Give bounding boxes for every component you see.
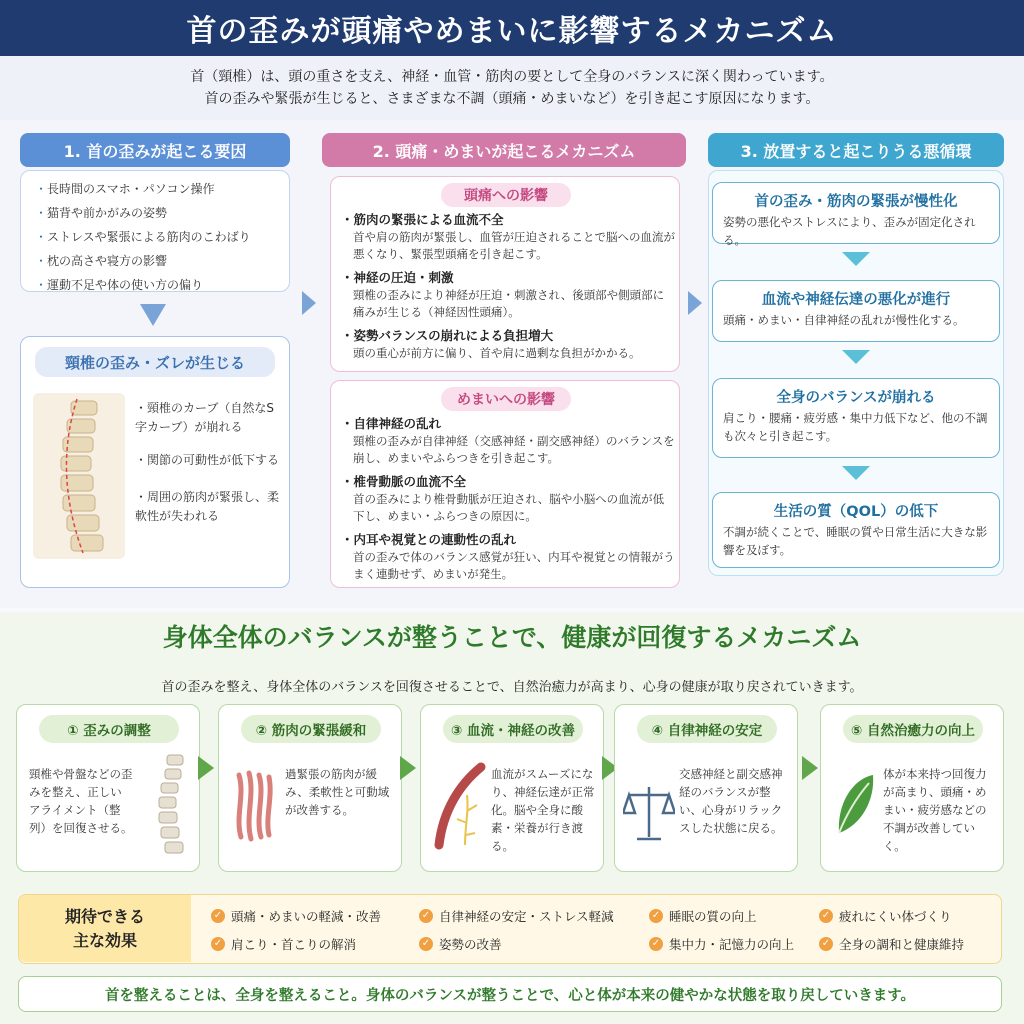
- effect-item: ✓ 集中力・記憶力の向上: [649, 935, 794, 953]
- blood-vessel-icon: [429, 761, 493, 851]
- dizziness-item-desc: 首の歪みで体のバランス感覚が狂い、内耳や視覚との情報がうまく連動せず、めまいが発生。: [353, 550, 675, 581]
- step-desc: 血流がスムーズになり、神経伝達が正常化。脳や全身に酸素・栄養が行き渡る。: [491, 767, 595, 853]
- check-icon: ✓: [819, 937, 833, 951]
- cycle-box-title: 首の歪み・筋肉の緊張が慢性化: [754, 194, 958, 210]
- dizziness-item-desc: 頸椎の歪みが自律神経（交感神経・副交感神経）のバランスを崩し、めまいやふらつきを引き起こす。: [353, 434, 675, 465]
- distortion-effect-item: ・頸椎のカーブ（自然なS字カーブ）が崩れる: [135, 401, 275, 434]
- cycle-box-4: [712, 492, 1000, 568]
- step-title: ③ 血流・神経の改善: [443, 715, 583, 743]
- effect-item: ✓ 疲れにくい体づくり: [819, 907, 952, 925]
- cycle-box-title: 全身のバランスが崩れる: [776, 390, 936, 406]
- cycle-box-2: [712, 280, 1000, 342]
- headache-item-title: ・ 姿勢バランスの崩れによる負担増大: [341, 327, 675, 345]
- effect-item: ✓ 睡眠の質の向上: [649, 907, 757, 925]
- cervical-distortion-title: 頸椎の歪み・ズレが生じる: [35, 347, 275, 377]
- intro-text: [0, 56, 1024, 120]
- down-arrow-icon: [842, 252, 870, 266]
- expected-effects-label: [19, 895, 191, 962]
- headache-item-desc: 頸椎の歪みにより神経が圧迫・刺激され、後頭部や側頭部に痛みが生じる（神経因性頭痛）。: [353, 288, 665, 319]
- step-title: ① 歪みの調整: [39, 715, 179, 743]
- leaf-icon: [831, 769, 877, 839]
- dizziness-item-title: ・ 椎骨動脈の血流不全: [341, 473, 675, 491]
- spine-illustration: [33, 393, 125, 559]
- effect-item: ✓ 全身の調和と健康維持: [819, 935, 964, 953]
- headache-item-title: ・ 筋肉の緊張による血流不全: [341, 211, 675, 229]
- cycle-box-1: [712, 182, 1000, 247]
- cause-item: ・ 運動不足や体の使い方の偏り: [35, 273, 275, 297]
- cause-item: ・ 長時間のスマホ・パソコン操作: [35, 177, 275, 201]
- effect-item: ✓ 姿勢の改善: [419, 935, 502, 953]
- cycle-box-desc: 肩こり・腰痛・疲労感・集中力低下など、他の不調も次々と引き起こす。: [723, 411, 988, 443]
- effect-item: ✓ 肩こり・首こりの解消: [211, 935, 356, 953]
- check-icon: ✓: [649, 909, 663, 923]
- down-arrow-icon: [140, 304, 166, 326]
- muscle-icon: [231, 769, 275, 843]
- right-arrow-icon: [400, 756, 416, 780]
- headache-item-desc: 頭の重心が前方に偏り、首や肩に過剰な負担がかかる。: [353, 346, 641, 360]
- step-desc: 頸椎や骨盤などの歪みを整え、正しいアライメント（整列）を回復させる。: [29, 767, 133, 835]
- column-2-title: 2. 頭痛・めまいが起こるメカニズム: [322, 133, 686, 167]
- headache-label: 頭痛への影響: [441, 183, 571, 207]
- distortion-effect-item: ・周囲の筋肉が緊張し、柔軟性が失われる: [135, 490, 280, 523]
- step-desc: 体が本来持つ回復力が高まり、頭痛・めまい・疲労感などの不調が改善していく。: [883, 767, 987, 853]
- dizziness-item-title: ・ 自律神経の乱れ: [341, 415, 675, 433]
- effect-item: ✓ 自律神経の安定・ストレス軽減: [419, 907, 614, 925]
- recovery-step-5: [820, 704, 1004, 872]
- dizziness-item-desc: 首の歪みにより椎骨動脈が圧迫され、脳や小脳への血流が低下し、めまい・ふらつきの原因に。: [353, 492, 665, 523]
- cycle-box-3: [712, 378, 1000, 458]
- check-icon: ✓: [211, 909, 225, 923]
- step-title: ⑤ 自然治癒力の向上: [843, 715, 983, 743]
- cause-item: ・ 猫背や前かがみの姿勢: [35, 201, 275, 225]
- step-desc: 交感神経と副交感神経のバランスが整い、心身がリラックスした状態に戻る。: [679, 767, 783, 835]
- intro-line-1: 首（頸椎）は、頭の重さを支え、神経・血管・筋肉の要として全身のバランスに深く関わっています。: [190, 69, 834, 85]
- right-arrow-icon: [688, 291, 702, 315]
- right-arrow-icon: [802, 756, 818, 780]
- intro-line-2: 首の歪みや緊張が生じると、さまざまな不調（頭痛・めまいなど）を引き起こす原因になります。: [204, 91, 820, 107]
- balance-scale-icon: [623, 781, 675, 845]
- cycle-box-title: 生活の質（QOL）の低下: [773, 504, 939, 520]
- check-icon: ✓: [649, 937, 663, 951]
- cause-item: ・ 枕の高さや寝方の影響: [35, 249, 275, 273]
- distortion-effects: [135, 399, 283, 526]
- column-3-title: 3. 放置すると起こりうる悪循環: [708, 133, 1004, 167]
- recovery-step-3: [420, 704, 604, 872]
- step-title: ② 筋肉の緊張緩和: [241, 715, 381, 743]
- step-desc: 過緊張の筋肉が緩み、柔軟性と可動域が改善する。: [285, 767, 390, 817]
- effects-label-line-1: 期待できる: [64, 906, 145, 926]
- headache-item-desc: 首や肩の筋肉が緊張し、血管が圧迫されることで脳への血流が悪くなり、緊張型頭痛を引き起こす。: [353, 230, 675, 261]
- cycle-box-desc: 姿勢の悪化やストレスにより、歪みが固定化される。: [723, 215, 976, 247]
- causes-box: [20, 170, 290, 292]
- page-title: 首の歪みが頭痛やめまいに影響するメカニズム: [0, 0, 1024, 56]
- recovery-step-1: [16, 704, 200, 872]
- recovery-title: 身体全体のバランスが整うことで、健康が回復するメカニズム: [162, 623, 862, 652]
- cycle-box-desc: 不調が続くことで、睡眠の質や日常生活に大きな影響を及ぼす。: [723, 525, 988, 557]
- check-icon: ✓: [211, 937, 225, 951]
- column-1-title: 1. 首の歪みが起こる要因: [20, 133, 290, 167]
- spine-icon: [33, 393, 125, 559]
- right-arrow-icon: [302, 291, 316, 315]
- check-icon: ✓: [419, 909, 433, 923]
- headache-item-title: ・ 神経の圧迫・刺激: [341, 269, 675, 287]
- cycle-box-desc: 頭痛・めまい・自律神経の乱れが慢性化する。: [723, 313, 965, 327]
- cervical-distortion-box: [20, 336, 290, 588]
- headache-items: [341, 211, 675, 362]
- cause-item: ・ ストレスや緊張による筋肉のこわばり: [35, 225, 275, 249]
- down-arrow-icon: [842, 350, 870, 364]
- expected-effects-box: [18, 894, 1002, 964]
- down-arrow-icon: [842, 466, 870, 480]
- recovery-step-4: [614, 704, 798, 872]
- dizziness-item-title: ・ 内耳や視覚との連動性の乱れ: [341, 531, 675, 549]
- recovery-subtitle: 首の歪みを整え、身体全体のバランスを回復させることで、自然治癒力が高まり、心身の健康が取り戻されていきます。: [161, 680, 863, 695]
- distortion-effect-item: ・関節の可動性が低下する: [135, 453, 280, 467]
- effects-label-line-2: 主な効果: [72, 930, 137, 950]
- check-icon: ✓: [819, 909, 833, 923]
- recovery-step-2: [218, 704, 402, 872]
- dizziness-label: めまいへの影響: [441, 387, 571, 411]
- headache-box: [330, 176, 680, 372]
- right-arrow-icon: [198, 756, 214, 780]
- spine-icon: [145, 751, 193, 861]
- check-icon: ✓: [419, 937, 433, 951]
- footer-message: 首を整えることは、全身を整えること。身体のバランスが整うことで、心と体が本来の健やかな状態を取り戻していきます。: [18, 976, 1002, 1012]
- cycle-box-title: 血流や神経伝達の悪化が進行: [761, 292, 951, 308]
- effect-item: ✓ 頭痛・めまいの軽減・改善: [211, 907, 381, 925]
- step-title: ④ 自律神経の安定: [637, 715, 777, 743]
- dizziness-box: [330, 380, 680, 588]
- dizziness-items: [341, 415, 675, 583]
